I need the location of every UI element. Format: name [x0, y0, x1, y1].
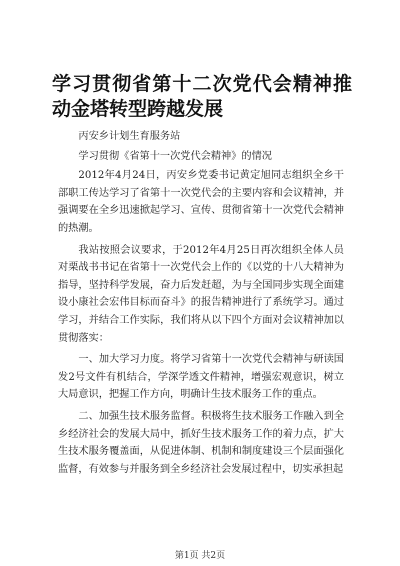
page-number-footer: 第1页 共2页 [174, 551, 226, 561]
paragraph-1: 2012年4月24日，丙安乡党委书记黄定旭同志组织全乡干部职工传达学习了省第十一次党代会的主要内容和会议精神，并强调要在全乡迅速掀起学习、宣传、贯彻省第十一次党代会精神的热潮。 [58, 170, 344, 234]
paragraph-4: 二、加强生技术服务监督。积极将生技术服务工作融入到全乡经济社会的发展大局中，抓好生技术服务工作的着力点，扩大生技术服务覆盖面，从促进体制、机制和制度建设三个层面强化监督，有效参与并服务到全乡经济社会发展过程中，切实承担起 [58, 410, 344, 475]
document-body [58, 128, 344, 478]
author-line: 丙安乡计划生育服务站 [78, 131, 181, 142]
subtitle-line: 学习贯彻《省第十一次党代会精神》的情况 [78, 150, 272, 162]
document-title: 学习贯彻省第十二次党代会精神推动金塔转型跨越发展 [52, 73, 352, 120]
paragraph-3: 一、加大学习力度。将学习省第十一次党代会精神与研读国发2号文件有机结合，学深学透文件精神，增强宏观意识，树立大局意识，把握工作方向，明确计生技术服务工作的重点。 [58, 354, 344, 401]
paragraph-2: 我站按照会议要求，于2012年4月25日再次组织全体人员对栗战书书记在省第十一次党代会上作的《以党的十八大精神为指导，坚持科学发展，奋力后发赶超，为与全国同步实现全面建设小康社会宏伟目标而奋斗》的报告精神进行了系统学习。通过学习，并结合工作实际，我们将从以下四个方面对会议精神加以贯彻落实： [58, 244, 344, 344]
